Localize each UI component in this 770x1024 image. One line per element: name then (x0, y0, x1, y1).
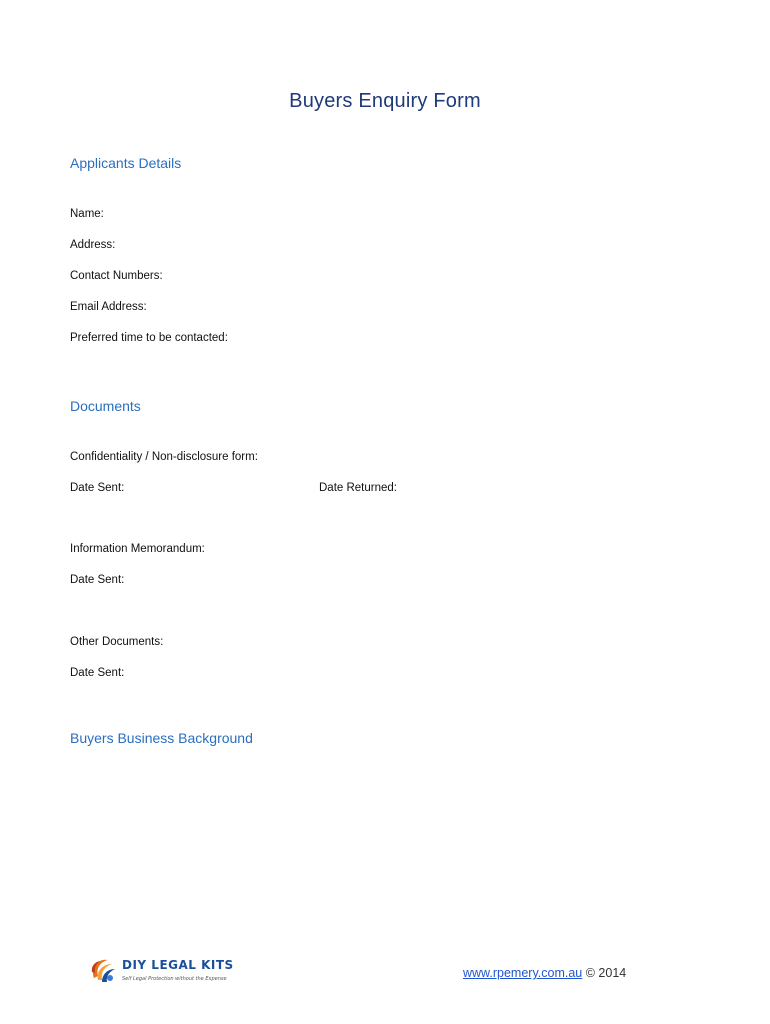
name-label: Name: (70, 208, 104, 220)
address-label: Address: (70, 239, 116, 251)
footer-credit (463, 966, 626, 980)
section-heading-documents: Documents (70, 398, 141, 414)
page-footer (0, 948, 770, 998)
confidentiality-form-label: Confidentiality / Non-disclosure form: (70, 451, 258, 463)
other-documents-date-sent-label: Date Sent: (70, 667, 125, 679)
contact-numbers-label: Contact Numbers: (70, 270, 163, 282)
confidentiality-date-returned-label: Date Returned: (319, 482, 397, 494)
preferred-time-label: Preferred time to be contacted: (70, 332, 228, 344)
logo-swirl-icon (86, 954, 120, 988)
information-memorandum-label: Information Memorandum: (70, 543, 205, 555)
diy-legal-kits-logo (86, 954, 236, 994)
logo-tagline: Self Legal Protection without the Expense (122, 976, 227, 982)
website-link[interactable]: www.rpemery.com.au (463, 966, 583, 980)
email-address-label: Email Address: (70, 301, 147, 313)
page-title: Buyers Enquiry Form (289, 90, 481, 112)
logo-wordmark: DIY LEGAL KITS (122, 958, 234, 972)
section-heading-business-background: Buyers Business Background (70, 730, 253, 746)
confidentiality-date-sent-label: Date Sent: (70, 482, 125, 494)
copyright-text: © 2014 (585, 966, 627, 980)
memorandum-date-sent-label: Date Sent: (70, 574, 125, 586)
other-documents-label: Other Documents: (70, 636, 164, 648)
section-heading-applicants: Applicants Details (70, 155, 182, 171)
